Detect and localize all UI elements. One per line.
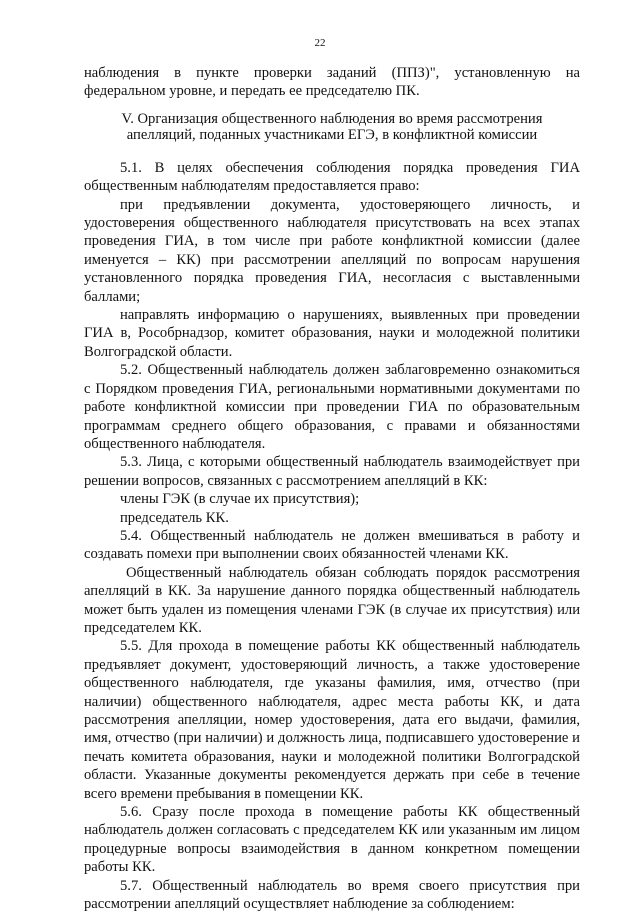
page-number: 22 [314, 37, 326, 49]
paragraph-observer-duty: Общественный наблюдатель обязан соблюдать порядок рассмотрения апелляций в КК. За нарушение данного порядка общественный наблюдатель может быть удален из помещения членами ГЭК (в случае их присутствия) или председателем КК. [84, 564, 580, 636]
paragraph-right-presentation: при предъявлении документа, удостоверяющего личность, и удостоверения общественного наблюдателя присутствовать на всех этапах проведения ГИА, в том числе при работе конфликтной комиссии (далее именуется – КК) при рассмотрении апелляций по вопросам нарушения установленного порядка проведения ГИА, несогласия с выставленными баллами; [84, 196, 580, 305]
paragraph-5-4: 5.4. Общественный наблюдатель не должен вмешиваться в работу и создавать помехи при выполнении своих обязанностей членами КК. [84, 527, 580, 563]
list-item-kk-chairman: председатель КК. [120, 509, 229, 526]
section-heading: V. Организация общественного наблюдения во время рассмотрения апелляций, поданных участниками ЕГЭ, в конфликтной комиссии [121, 110, 543, 143]
paragraph-right-reporting: направлять информацию о нарушениях, выявленных при проведении ГИА в, Рособрнадзор, комитет образования, науки и молодежной политики Волгоградской области. [84, 307, 580, 360]
list-item-gek-members: члены ГЭК (в случае их присутствия); [120, 491, 360, 508]
paragraph-5-2: 5.2. Общественный наблюдатель должен заблаговременно ознакомиться с Порядком проведения ГИА, региональными нормативными документами по работе конфликтной комиссии при проведении ГИА по образовательным программам среднего общего образования, с правами и обязанностями общественного наблюдателя. [84, 362, 580, 452]
paragraph-5-3: 5.3. Лица, с которыми общественный наблюдатель взаимодействует при решении вопросов, связанных с рассмотрением апелляций в КК: [84, 454, 580, 489]
paragraph-5-5: 5.5. Для прохода в помещение работы КК общественный наблюдатель предъявляет документ, удостоверяющий личность, а также удостоверение общественного наблюдателя, где указаны фамилия, имя, отчество (при наличии) общественного наблюдателя, адрес места работы КК, и дата рассмотрения апелляции, номер удостоверения, дата его выдачи, фамилия, имя, отчество (при наличии) и должность лица, подписавшего удостоверение и печать комитета образования, науки и молодежной политики Волгоградской области. Указанные документы рекомендуется держать при себе в течение всего времени пребывания в помещении КК. [84, 638, 580, 802]
paragraph-5-6: 5.6. Сразу после прохода в помещение работы КК общественный наблюдатель должен согласовать с председателем КК или указанным им лицом процедурные вопросы взаимодействия в данном конкретном помещении работы КК. [84, 804, 580, 876]
paragraph-5-1: 5.1. В целях обеспечения соблюдения порядка проведения ГИА общественным наблюдателям предоставляется право: [84, 159, 580, 195]
paragraph-5-7: 5.7. Общественный наблюдатель во время своего присутствия при рассмотрении апелляций осуществляет наблюдение за соблюдением: [84, 877, 580, 913]
continued-paragraph: наблюдения в пункте проверки заданий (ППЗ)", установленную на федеральном уровне, и передать ее председателю ПК. [84, 65, 580, 100]
document-body [84, 64, 580, 913]
